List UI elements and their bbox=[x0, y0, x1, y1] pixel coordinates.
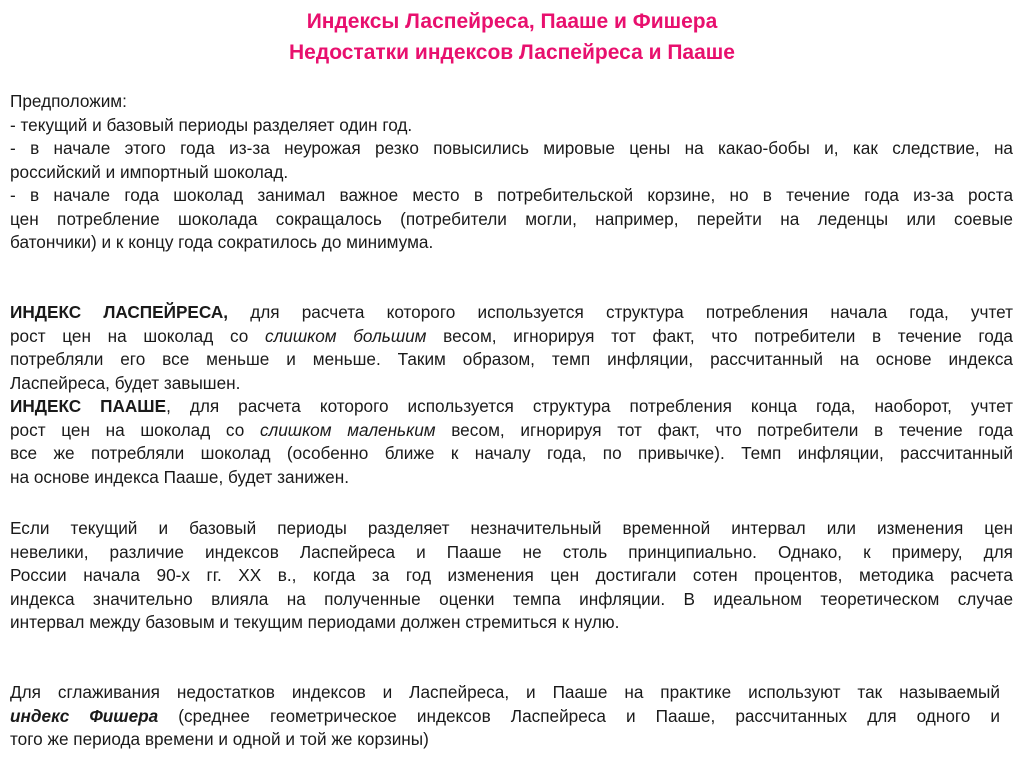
laspeyres-line-1-text: для расчета которого используется структура потребления начала года, учтет bbox=[228, 302, 1013, 322]
laspeyres-emphasis: слишком большим bbox=[265, 325, 427, 346]
fisher-line-2-text: (среднее геометрическое индексов Ласпейреса и Пааше, рассчитанных для одного и bbox=[158, 705, 1000, 726]
fisher-paragraph bbox=[10, 681, 1000, 752]
paasche-line-2-end: весом, игнорируя тот факт, что потребители в течение года bbox=[435, 419, 1013, 440]
intro-item-2-line-1: - в начале этого года из-за неурожая резко повысились мировые цены на какао-бобы и, как следствие, на bbox=[10, 138, 1013, 158]
title-line-2: Недостатки индексов Ласпейреса и Пааше bbox=[289, 41, 735, 64]
paasche-emphasis: слишком маленьким bbox=[259, 419, 436, 440]
periods-line-1: Если текущий и базовый периоды разделяет незначительный временной интервал или изменения цен bbox=[10, 518, 1013, 538]
intro-heading: Предположим: bbox=[10, 91, 127, 111]
paasche-line-1-text: , для расчета которого используется структура потребления конца года, наоборот, учтет bbox=[166, 396, 1014, 416]
periods-paragraph bbox=[10, 517, 1013, 635]
fisher-term: индекс Фишера bbox=[10, 705, 159, 726]
intro-item-3-line-2: цен потребление шоколада сокращалось (потребители могли, например, перейти на леденцы или соевые bbox=[10, 208, 1013, 229]
fisher-line-3: того же периода времени и одной и той же корзины) bbox=[10, 729, 429, 749]
paasche-line-2 bbox=[10, 419, 1013, 443]
laspeyres-line-2 bbox=[10, 325, 1013, 349]
fisher-line-1: Для сглаживания недостатков индексов и Ласпейреса, и Пааше на практике используют так называемый bbox=[10, 682, 1000, 702]
laspeyres-line-3: потребляли его все меньше и меньше. Таким образом, темп инфляции, рассчитанный на основе индекса bbox=[10, 349, 1013, 369]
intro-item-3-line-1: - в начале года шоколад занимал важное место в потребительской корзине, но в течение года из-за роста bbox=[10, 185, 1013, 205]
periods-line-2: невелики, различие индексов Ласпейреса и Пааше не столь принципиально. Однако, к примеру, для bbox=[10, 541, 1013, 562]
periods-line-3: России начала 90-х гг. XX в., когда за год изменения цен достигали сотен процентов, методика расчета bbox=[10, 565, 1013, 585]
paasche-line-4: на основе индекса Пааше, будет занижен. bbox=[10, 466, 349, 487]
laspeyres-term: ИНДЕКС ЛАСПЕЙРЕСА, bbox=[10, 302, 229, 322]
indexes-paragraph bbox=[10, 301, 1013, 489]
intro-item-3-line-3: батончики) и к концу года сократилось до минимума. bbox=[10, 232, 434, 252]
slide-title bbox=[0, 6, 1024, 68]
periods-line-4: индекса значительно влияла на полученные оценки темпа инфляции. В идеальном теоретическом случае bbox=[10, 588, 1013, 609]
paasche-term: ИНДЕКС ПААШЕ bbox=[10, 396, 167, 416]
laspeyres-line-4: Ласпейреса, будет завышен. bbox=[10, 372, 241, 393]
title-line-1: Индексы Ласпейреса, Пааше и Фишера bbox=[306, 10, 718, 33]
paasche-line-1 bbox=[10, 395, 1013, 419]
laspeyres-line-2-start: рост цен на шоколад со bbox=[10, 325, 265, 346]
paasche-line-3: все же потребляли шоколад (особенно ближе к началу года, по привычке). Темп инфляции, рассчитанный bbox=[10, 443, 1013, 463]
laspeyres-line-2-end: весом, игнорируя тот факт, что потребители в течение года bbox=[426, 325, 1013, 346]
laspeyres-line-1 bbox=[10, 301, 1013, 325]
fisher-line-2 bbox=[10, 705, 1000, 729]
paasche-line-2-start: рост цен на шоколад со bbox=[10, 419, 260, 440]
intro-paragraph bbox=[10, 90, 1013, 255]
intro-item-2-line-2: российский и импортный шоколад. bbox=[10, 161, 289, 182]
periods-line-5: интервал между базовым и текущим периодами должен стремиться к нулю. bbox=[10, 612, 620, 632]
intro-item-1: - текущий и базовый периоды разделяет один год. bbox=[10, 114, 413, 135]
